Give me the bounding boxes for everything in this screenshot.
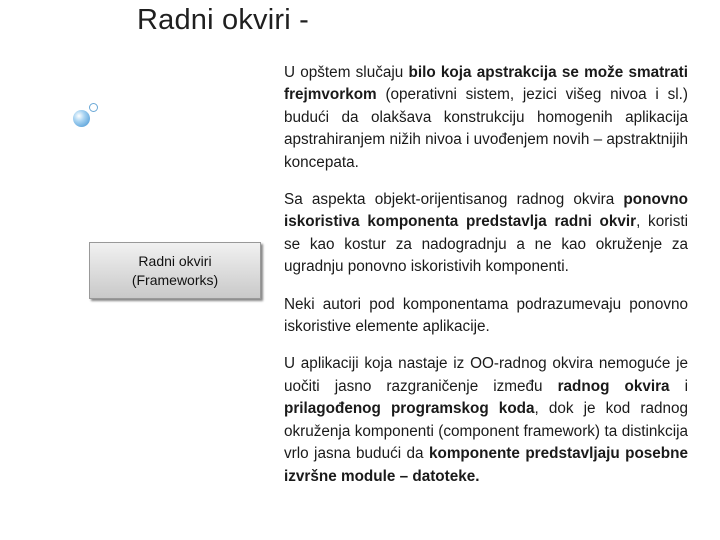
body-text [284,62,688,488]
paragraph-4-bold-run: prilagođenog programskog koda [284,400,535,418]
slide-title: Radni okviri - [137,4,310,36]
paragraph-1-run: (operativni sistem, jezici višeg nivoa i sl.) budući da olakšava konstrukciju homogenih aplikacija apstrahiranjem nižih nivoa i uvođenjem novih – apstraktnijih koncepata. [284,86,688,171]
paragraph-4-bold-run: komponente predstavljaju posebne izvršne module – datoteke. [284,445,688,485]
paragraph-4-bold-run: radnog okvira [557,377,670,395]
paragraph-1-run: U opštem slučaju [284,64,409,81]
paragraph-3-run: Neki autori pod komponentama podrazumevaju ponovno iskoristive elemente aplikacije. [284,295,688,336]
paragraph-1-bold-run: bilo koja apstrakcija se može smatrati frejmvorkom [284,64,688,104]
paragraph-3 [284,294,688,339]
paragraph-4-run: U aplikaciji koja nastaje iz OO-radnog okvira nemoguće je uočiti jasno razgraničenje između [284,355,688,395]
paragraph-4-run: , dok je kod radnog okruženja komponenti (component framework) ta distinkcija vrlo jasna budući da [284,400,688,463]
paragraph-4-run: i [669,377,688,395]
paragraph-4 [284,353,688,487]
paragraph-2-run: Sa aspekta objekt-orijentisanog radnog okvira [284,191,624,209]
large-bubble-decoration [73,110,90,127]
paragraph-2 [284,189,688,279]
paragraph-2-run: , koristi se kao kostur za nadogradnju a ne kao okruženje za ugradnju ponovno iskoristivih komponenti. [284,213,688,276]
label-box-line-2: (Frameworks) [131,271,219,288]
small-bubble-decoration [89,103,98,112]
paragraph-2-bold-run: ponovno iskoristiva komponenta predstavlja radni okvir [284,191,688,231]
label-box-line-1: Radni okviri [138,252,212,269]
paragraph-1 [284,62,688,174]
frameworks-label-box [89,242,261,299]
